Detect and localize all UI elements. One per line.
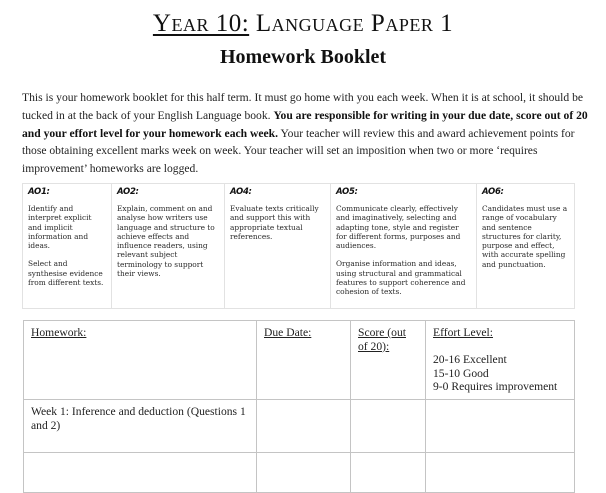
ao-code: AO4: [230, 187, 252, 197]
header-score [351, 321, 426, 400]
title-paper: Language Paper 1 [249, 10, 454, 37]
effort-cell[interactable] [426, 453, 575, 493]
header-score-label: Score (out of 20): [358, 326, 406, 353]
ao-code: AO5: [336, 187, 358, 197]
header-due-date [257, 321, 351, 400]
homework-cell [24, 453, 257, 493]
ao-description: Explain, comment on and analyse how writers use language and structure to achieve effects and influence readers, using relevant subject terminology to support their views. [117, 204, 215, 279]
table-header-row [24, 321, 575, 400]
ao-description: Organise information and ideas, using structural and grammatical features to support coherence and cohesion of texts. [336, 259, 466, 297]
assessment-objectives-table [22, 183, 575, 309]
effort-level-good: 15-10 Good [433, 366, 489, 380]
ao-description: Select and synthesise evidence from different texts. [28, 259, 104, 288]
page-title [0, 10, 606, 38]
header-homework-label: Homework: [31, 326, 87, 339]
ao-cell-ao2 [112, 184, 225, 309]
intro-text-bold: You are responsible for writing in your due date, score out of 20 and your effort level for your homework each week. [22, 108, 588, 140]
ao-description: Evaluate texts critically and support this with appropriate textual references. [230, 204, 319, 241]
ao-description: Identify and interpret explicit and implicit information and ideas. [28, 204, 92, 251]
effort-level-requires-improvement: 9-0 Requires improvement [433, 380, 558, 394]
header-due-date-label: Due Date: [264, 326, 312, 339]
intro-text-1: This is your homework booklet for this half term. It must go home with you each week. When it is at school, it should be tucked in at the back of your English Language book. [22, 91, 584, 122]
table-row [24, 400, 575, 453]
title-year: Year 10: [152, 10, 250, 37]
effort-cell[interactable] [426, 400, 575, 453]
due-date-cell[interactable] [257, 453, 351, 493]
ao-cell-ao4 [225, 184, 331, 309]
table-row [24, 453, 575, 493]
ao-description: Candidates must use a range of vocabulary and sentence structures for clarity, purpose and effect, with accurate spelling and punctuation. [482, 204, 568, 269]
ao-code: AO2: [117, 187, 139, 197]
effort-level-excellent: 20-16 Excellent [433, 352, 507, 366]
homework-log-table [23, 320, 575, 493]
header-homework [24, 321, 257, 400]
due-date-cell[interactable] [257, 400, 351, 453]
intro-paragraph [22, 89, 588, 178]
effort-level-key [433, 353, 567, 394]
score-cell[interactable] [351, 453, 426, 493]
score-cell[interactable] [351, 400, 426, 453]
ao-code: AO1: [28, 187, 50, 197]
ao-cell-ao1 [23, 184, 112, 309]
header-effort-label: Effort Level: [433, 326, 493, 339]
page-subtitle: Homework Booklet [219, 46, 387, 68]
intro-text-2: Your teacher will review this and award achievement points for those obtaining excellent marks week on week. Your teacher will set an imposition when two or more ‘requires improvement’ homeworks are logged. [22, 126, 575, 176]
homework-cell: Week 1: Inference and deduction (Questions 1 and 2) [24, 400, 257, 453]
ao-code: AO6: [482, 187, 504, 197]
ao-description: Communicate clearly, effectively and imaginatively, selecting and adapting tone, style and register for different forms, purposes and audiences. [336, 204, 461, 251]
ao-cell-ao6 [477, 184, 575, 309]
ao-cell-ao5 [331, 184, 477, 309]
header-effort [426, 321, 575, 400]
